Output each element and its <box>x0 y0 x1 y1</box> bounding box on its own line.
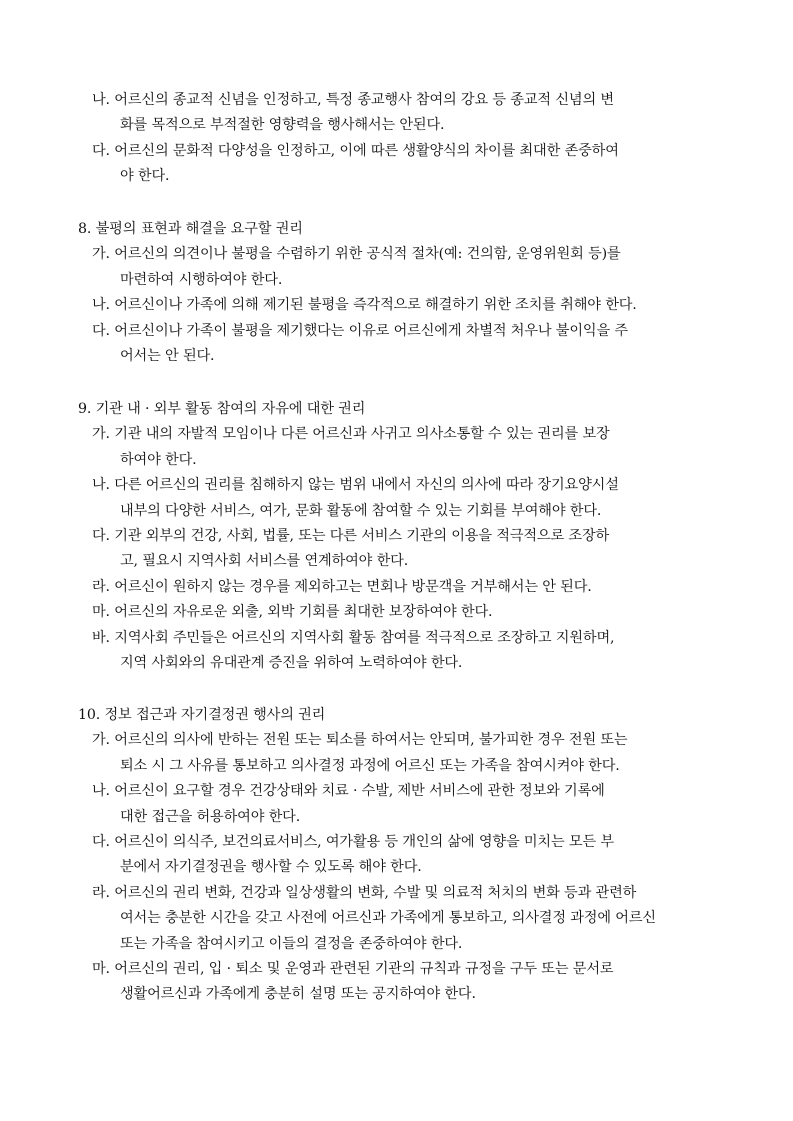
list-item <box>0 779 793 830</box>
list-item <box>0 575 793 600</box>
list-item <box>0 242 793 293</box>
item-line: 나. 어르신이 요구할 경우 건강상태와 치료 · 수발, 제반 서비스에 관한 정보와 기록에 <box>92 783 605 800</box>
item-line: 가. 어르신의 의사에 반하는 전원 또는 퇴소를 하여서는 안되며, 불가피한 경우 전원 또는 <box>92 732 628 749</box>
item-line: 생활어르신과 가족에게 충분히 설명 또는 공지하여야 한다. <box>120 986 476 1003</box>
item-line: 대한 접근을 허용하여야 한다. <box>120 808 301 825</box>
item-line: 가. 어르신의 의견이나 불평을 수렴하기 위한 공식적 절차(예: 건의함, 운영위원회 등)를 <box>92 246 621 263</box>
item-line: 고, 필요시 지역사회 서비스를 연계하여야 한다. <box>120 553 409 570</box>
item-line: 바. 지역사회 주민들은 어르신의 지역사회 활동 참여를 적극적으로 조장하고 지원하며, <box>92 629 615 646</box>
item-line: 또는 가족을 참여시키고 이들의 결정을 존중하여야 한다. <box>120 935 463 952</box>
item-line: 다. 기관 외부의 건강, 사회, 법률, 또는 다른 서비스 기관의 이용을 적극적으로 조장하 <box>92 527 610 544</box>
list-item <box>0 600 793 625</box>
item-line: 화를 목적으로 부적절한 영향력을 행사해서는 안된다. <box>120 117 445 134</box>
item-line: 라. 어르신의 권리 변화, 건강과 일상생활의 변화, 수발 및 의료적 처치의 변화 등과 관련하 <box>92 884 637 901</box>
list-item <box>0 626 793 677</box>
list-item <box>0 319 793 370</box>
item-line: 나. 어르신이나 가족에 의해 제기된 불평을 즉각적으로 해결하기 위한 조치를 취해야 한다. <box>92 297 637 314</box>
list-item <box>0 139 793 190</box>
list-item <box>0 881 793 957</box>
item-line: 지역 사회와의 유대관계 증진을 위하여 노력하여야 한다. <box>120 654 463 671</box>
section-title: 10. 정보 접근과 자기결정권 행사의 권리 <box>78 707 326 723</box>
list-item <box>0 473 793 524</box>
section-8 <box>0 217 793 369</box>
item-line: 마련하여 시행하여야 한다. <box>120 271 283 288</box>
list-item <box>0 88 793 139</box>
section-title: 9. 기관 내 · 외부 활동 참여의 자유에 대한 권리 <box>78 401 366 417</box>
item-line: 다. 어르신이 의식주, 보건의료서비스, 여가활용 등 개인의 삶에 영향을 미치는 모든 부 <box>92 833 614 850</box>
item-line: 분에서 자기결정권을 행사할 수 있도록 해야 한다. <box>120 859 422 876</box>
item-line: 다. 어르신의 문화적 다양성을 인정하고, 이에 따른 생활양식의 차이를 최대한 존중하여 <box>92 142 619 159</box>
item-line: 나. 어르신의 종교적 신념을 인정하고, 특정 종교행사 참여의 강요 등 종교적 신념의 변 <box>92 92 614 108</box>
list-item <box>0 957 793 1008</box>
section-title: 8. 불평의 표현과 해결을 요구할 권리 <box>78 221 303 237</box>
item-line: 라. 어르신이 원하지 않는 경우를 제외하고는 면회나 방문객을 거부해서는 안 된다. <box>92 578 592 595</box>
item-line: 마. 어르신의 권리, 입 · 퇴소 및 운영과 관련된 기관의 규칙과 규정을 구두 또는 문서로 <box>92 960 614 977</box>
item-line: 퇴소 시 그 사유를 통보하고 의사결정 과정에 어르신 또는 가족을 참여시켜야 한다. <box>120 757 620 774</box>
list-item <box>0 524 793 575</box>
list-item <box>0 422 793 473</box>
item-line: 하여야 한다. <box>120 451 197 468</box>
item-line: 야 한다. <box>120 168 170 185</box>
intro-items <box>0 88 793 190</box>
list-item <box>0 728 793 779</box>
item-line: 다. 어르신이나 가족이 불평을 제기했다는 이유로 어르신에게 차별적 처우나 불이익을 주 <box>92 322 628 339</box>
item-line: 마. 어르신의 자유로운 외출, 외박 기회를 최대한 보장하여야 한다. <box>92 604 493 621</box>
section-9 <box>0 397 793 676</box>
list-item <box>0 830 793 881</box>
item-line: 여서는 충분한 시간을 갖고 사전에 어르신과 가족에게 통보하고, 의사결정 과정에 어르신 <box>120 910 656 927</box>
item-line: 나. 다른 어르신의 권리를 침해하지 않는 범위 내에서 자신의 의사에 따라 장기요양시설 <box>92 477 619 494</box>
item-line: 내부의 다양한 서비스, 여가, 문화 활동에 참여할 수 있는 기회를 부여해야 한다. <box>120 502 602 519</box>
section-10 <box>0 703 793 1008</box>
list-item <box>0 293 793 318</box>
item-line: 어서는 안 된다. <box>120 347 215 364</box>
item-line: 가. 기관 내의 자발적 모임이나 다른 어르신과 사귀고 의사소통할 수 있는 권리를 보장 <box>92 426 610 443</box>
